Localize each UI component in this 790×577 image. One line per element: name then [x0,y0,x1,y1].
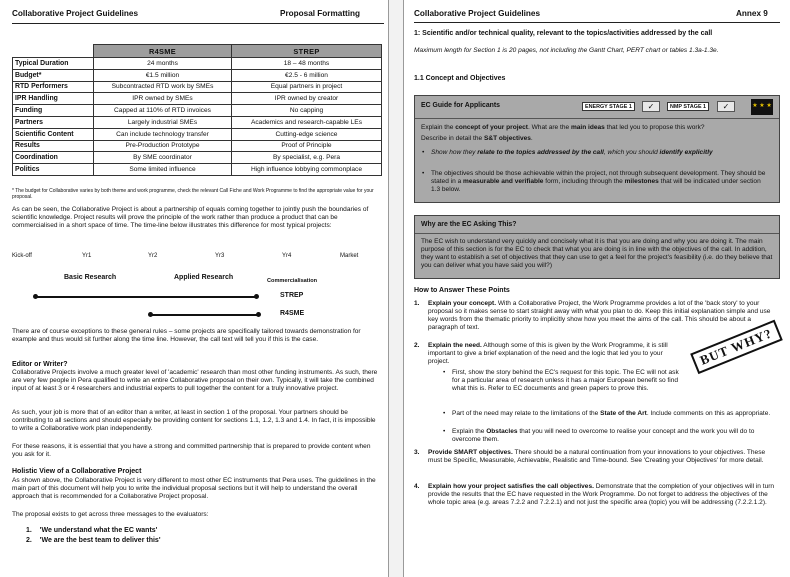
r4sme-cell: Pre-Production Prototype [94,140,232,152]
point-4: 4. Explain how your project satisfies the call objectives. Demonstrate that the completion of your objectives will in turn provide the results that the EC have requested in the Work Programme. Do not forget to address the objectives of the whole topic area (e.g. areas 7.2.2 and 7.2.2.1) and not just the specific area (topic) you will be addressing (7.2.2.1.2). [414,483,775,507]
tick-yr1: Yr1 [82,253,92,259]
message-text: 'We understand what the EC wants' [39,527,158,534]
strep-cell: No capping [231,105,381,117]
table-row [13,164,382,176]
row-label: RTD Performers [13,81,94,93]
r4sme-cell: Largely industrial SMEs [94,116,232,128]
table-row [13,128,382,140]
comparison-table [12,44,382,176]
row-label: Funding [13,105,94,117]
row-label: IPR Handling [13,93,94,105]
why-title: Why are the EC Asking This? [421,221,517,228]
row-label: Budget* [13,69,94,81]
table-row [13,58,382,70]
strep-bar [35,296,257,298]
eu-stars: ★ ★ ★ [752,103,772,109]
but-why-stamp: BUT WHY? [690,320,782,374]
guide-line-1: Explain the concept of your project. What are the main ideas that led you to propose this work? [421,124,705,131]
phase-commercialisation: Commercialisation [267,278,318,284]
how-title: How to Answer These Points [414,287,510,294]
eu-flag-icon [751,99,773,115]
holistic-paragraph-2: The proposal exists to get across three messages to the evaluators: [12,511,209,518]
tick-yr3: Yr3 [215,253,225,259]
tick-kickoff: Kick-off [12,253,32,259]
strep-cell: IPR owned by creator [231,93,381,105]
message-text: 'We are the best team to deliver this' [39,537,161,544]
need-bullet-2: • Part of the need may relate to the limitations of the State of the Art. Include comments on this as appropriate. [443,410,771,417]
phase-applied-research: Applied Research [174,274,234,281]
right-header-title: Collaborative Project Guidelines [414,9,541,18]
why-box [414,215,780,279]
guide-bullet-2: • The objectives should be those achievable within the project, not through subsequent development. They should be stated in a measurable and verifiable form, including through the milestones that will be indicated under section 1.3 below. [422,170,766,194]
editor-heading: Editor or Writer? [12,361,68,368]
message-number: 2. [26,537,32,544]
table-row [13,93,382,105]
holistic-paragraph-1: As shown above, the Collaborative Project is very different to most other EC instruments that Pera uses. The guidelines in the main part of this document will help you to write the individual proposal sections but it will help to understand the overall approach that is recommended for a Collaborative Project proposal. [12,477,376,501]
box-divider [415,118,779,119]
table-corner [13,45,94,58]
checkmark-icon: ✓ [642,101,660,112]
r4sme-cell: Subcontracted RTD work by SMEs [94,81,232,93]
table-row [13,81,382,93]
strep-start-marker [33,294,38,299]
table-row [13,152,382,164]
table-row [13,116,382,128]
right-header-annex: Annex 9 [736,9,768,18]
message-item [26,537,160,545]
why-text: The EC wish to understand very quickly and concisely what it is that you are doing and why you are doing it. The main purpose of this section is for the EC to check that what you are doing is in line with the objectives of the call. In addition, they want to establish a set of objectives that they can use to get a feel for the project's feasibility (i.e. do they believe that you can deliver what you have said you will?) [421,238,773,270]
message-number: 1. [26,527,32,534]
strep-cell: Proof of Principle [231,140,381,152]
left-header-title: Collaborative Project Guidelines [12,9,139,18]
r4sme-start-marker [148,312,153,317]
nmp-stage-badge: NMP STAGE 1 [667,102,709,111]
section-note: Maximum length for Section 1 is 20 pages, not including the Gantt Chart, PERT chart or tables 1.3a-1.3e. [414,47,719,54]
editor-paragraph-3: For these reasons, it is essential that you have a strong and committed partnership that is prepared to provide content when you ask for it. [12,443,371,459]
row-label: Results [13,140,94,152]
left-page [2,0,389,577]
page-gutter [389,0,403,577]
strep-cell: By specialist, e.g. Pera [231,152,381,164]
energy-stage-badge: ENERGY STAGE 1 [582,102,635,111]
table-row [13,140,382,152]
r4sme-label: R4SME [280,310,305,317]
strep-label: STREP [280,292,304,299]
phase-basic-research: Basic Research [64,274,117,281]
r4sme-cell: Capped at 110% of RTD invoices [94,105,232,117]
need-bullet-3: • Explain the Obstacles that you will need to overcome to realise your concept and the work you will do to overcome them. [443,428,755,444]
intro-paragraph: As can be seen, the Collaborative Project is about a partnership of equals coming together to jointly push the boundaries of scientific knowledge. Project results will prove the principle of the work rather than produce a product that can be commercialised in a short space of time. The time-line below illustrates this difference for most typical projects: [12,206,369,230]
r4sme-cell: 24 months [94,58,232,70]
strep-cell: Equal partners in project [231,81,381,93]
strep-end-marker [254,294,259,299]
header-rule [414,22,780,23]
checkmark-icon: ✓ [717,101,735,112]
tick-yr4: Yr4 [282,253,292,259]
r4sme-cell: IPR owned by SMEs [94,93,232,105]
left-header-section: Proposal Formatting [280,9,361,18]
point-1: 1. Explain your concept. With a Collaborative Project, the Work Programme provides a lot of the 'back story' to your proposal so it makes sense to start straight away with what you plan to do. Keep this initial explanation simple and use key words from the thematic priority to implicitly show how you meet the aims of the call. This should be about a paragraph of text. [414,300,771,332]
point-2: 2. Explain the need. Although some of this is given by the Work Programme, it is still important to give a brief explanation of the need and the logic that led you to your project. [414,342,668,366]
point-3: 3. Provide SMART objectives. There should be a natural continuation from your innovations to your objectives. These must be Specific, Measurable, Achievable, Realistic and Time-bound. See 'Creating your Objectives' for more detail. [414,449,766,465]
message-item [26,527,157,535]
r4sme-cell: €1.5 million [94,69,232,81]
editor-paragraph-1: Collaborative Projects involve a much greater level of 'academic' research than most other funding instruments. As such, there are very few people in Pera qualified to write an entire Collaborative proposal on their own. Typically, it will take the combined input of at least 3 or 4 researchers and industrial experts to pull together the content for a truly innovative project. [12,369,378,393]
row-label: Coordination [13,152,94,164]
r4sme-end-marker [256,312,261,317]
row-label: Scientific Content [13,128,94,140]
strep-cell: High influence lobbying commonplace [231,164,381,176]
r4sme-cell: By SME coordinator [94,152,232,164]
col-r4sme: R4SME [94,45,232,58]
r4sme-bar [150,314,259,316]
strep-cell: 18 – 48 months [231,58,381,70]
table-row [13,69,382,81]
row-label: Partners [13,116,94,128]
section-title: 1: Scientific and/or technical quality, relevant to the topics/activities addressed by the call [414,30,713,37]
table-footnote: * The budget for Collaborative varies by both theme and work programme, check the relevant Call Fiche and Work Programme to find the appropriate value for your proposal. [12,188,374,200]
holistic-heading: Holistic View of a Collaborative Project [12,468,142,475]
guide-bullet-1: • Show how they relate to the topics addressed by the call, which you should identify explicitly [422,149,713,156]
editor-paragraph-2: As such, your job is more that of an editor than a writer, at least in section 1 of the proposal. Your partners should be contributing to all sections and should especially be providing content for sections 1.1, 1.2, 1.3 and 1.4. In fact, it is impossible to write a Collaborative work plan independently. [12,409,376,433]
strep-cell: Cutting-edge science [231,128,381,140]
table-row [13,105,382,117]
r4sme-cell: Can include technology transfer [94,128,232,140]
tick-yr2: Yr2 [148,253,158,259]
right-page [403,0,788,577]
ec-guide-title: EC Guide for Applicants [421,102,500,109]
guide-line-2: Describe in detail the S&T objectives. [421,135,533,142]
r4sme-cell: Some limited influence [94,164,232,176]
row-label: Typical Duration [13,58,94,70]
subsection-title: 1.1 Concept and Objectives [414,75,506,82]
strep-cell: Academics and research-capable LEs [231,116,381,128]
col-strep: STREP [231,45,381,58]
ec-guide-box [414,95,780,203]
exceptions-paragraph: There are of course exceptions to these general rules – some projects are specifically tailored towards demonstration for example and thus would sit further along the time line. However, the call text will tell you if this is the case. [12,328,361,344]
header-rule [12,23,384,24]
tick-market: Market [340,253,359,259]
strep-cell: €2.5 - 6 million [231,69,381,81]
box-divider [415,233,779,234]
need-bullet-1: • First, show the story behind the EC's request for this topic. The EC will not ask for a particular area of research unless it has a major European benefit so find what this is. Refer to EC documents and green papers to prove this. [443,369,679,393]
row-label: Politics [13,164,94,176]
